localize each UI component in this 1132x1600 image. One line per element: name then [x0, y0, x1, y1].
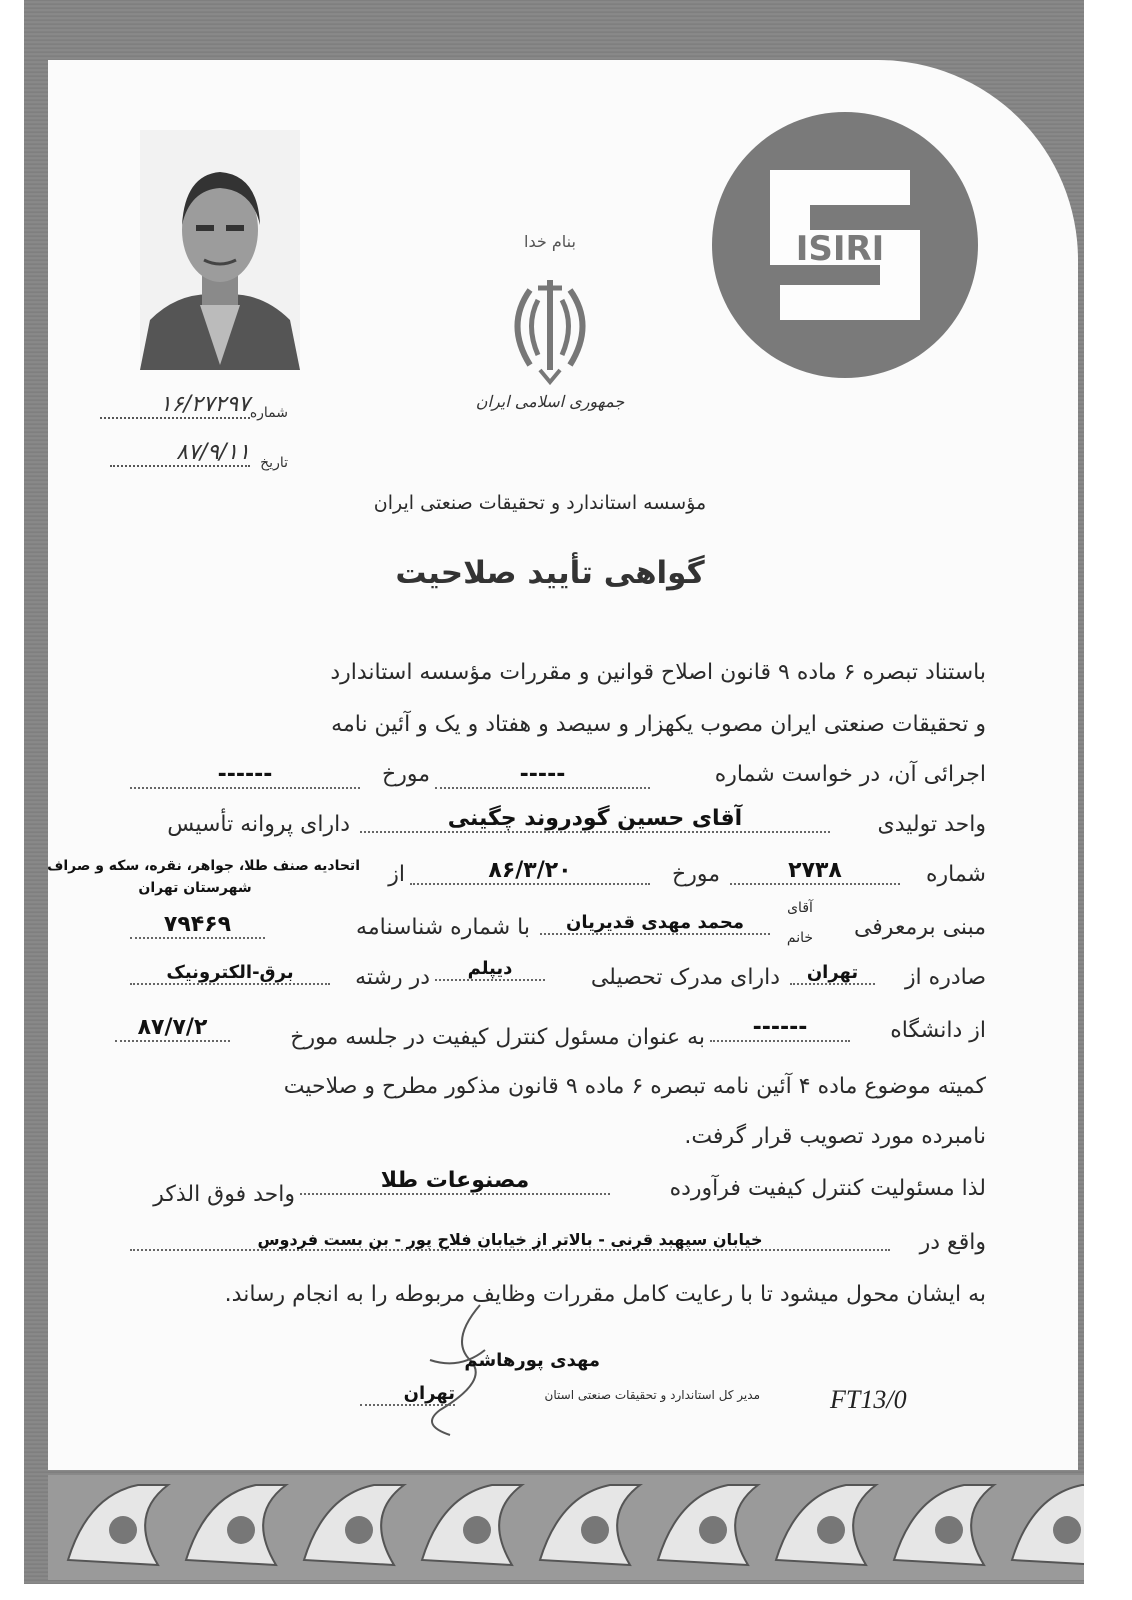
license-number: ۲۷۳۸	[730, 858, 900, 885]
body-line-8b: به عنوان مسئول کنترل کیفیت در جلسه مورخ	[290, 1025, 705, 1050]
body-line-3a: اجرائی آن، در خواست شماره	[714, 762, 986, 787]
bismillah: بنام خدا	[524, 232, 576, 251]
border-motif-dot	[935, 1516, 963, 1544]
signatory-role: مدیر کل استاندارد و تحقیقات صنعتی استان	[544, 1388, 760, 1402]
date-label: تاریخ	[260, 455, 288, 471]
license-issuer-city: شهرستان تهران	[138, 880, 252, 896]
certificate-title: گواهی تأیید صلاحیت	[395, 555, 705, 591]
form-code: FT13/0	[830, 1385, 907, 1414]
body-line-11b: واحد فوق الذکر	[153, 1182, 295, 1207]
border-motif-dot	[109, 1516, 137, 1544]
body-line-7b: دارای مدرک تحصیلی	[590, 965, 780, 990]
qc-person-name: محمد مهدی قدیریان	[540, 912, 770, 935]
body-line-1: باستناد تبصره ۶ ماده ۹ قانون اصلاح قوانین و مقررات مؤسسه استاندارد	[330, 660, 986, 685]
product-name: مصنوعات طلا	[300, 1168, 610, 1195]
body-line-7a: صادره از	[904, 965, 986, 990]
body-line-4b: دارای پروانه تأسیس	[167, 812, 350, 837]
applicant-photo	[140, 130, 300, 370]
letter-date: ۸۷/۹/۱۱	[110, 440, 250, 467]
title-ms: خانم	[786, 930, 814, 946]
body-line-10: نامبرده مورد تصویب قرار گرفت.	[684, 1124, 986, 1149]
field-of-study: برق-الکترونیک	[130, 962, 330, 985]
country-name: جمهوری اسلامی ایران	[475, 392, 625, 411]
body-line-11a: لذا مسئولیت کنترل کیفیت فرآورده	[669, 1176, 986, 1201]
body-line-13: به ایشان محول میشود تا با رعایت کامل مقررات وظایف مربوطه را به انجام رساند.	[224, 1282, 986, 1307]
signatory-province: تهران	[360, 1383, 455, 1406]
university: ------	[710, 1015, 850, 1042]
body-line-5b: مورخ	[672, 862, 720, 887]
body-line-8a: از دانشگاه	[890, 1018, 986, 1043]
unit-owner-name: آقای حسین گودروند چگینی	[360, 806, 830, 833]
body-line-2: و تحقیقات صنعتی ایران مصوب یکهزار و سیصد و هفتاد و یک و آئین نامه	[331, 712, 986, 737]
border-motif-dot	[817, 1516, 845, 1544]
degree: دیپلم	[435, 958, 545, 981]
iran-emblem-icon	[490, 270, 610, 390]
number-label: شماره	[249, 405, 288, 421]
body-line-6b: با شماره شناسنامه	[356, 915, 530, 940]
license-date: ۸۶/۳/۲۰	[410, 858, 650, 885]
issued-city: تهران	[790, 962, 875, 985]
id-number: ۷۹۴۶۹	[130, 912, 265, 939]
request-number: -----	[435, 762, 650, 789]
institute-name: مؤسسه استاندارد و تحقیقات صنعتی ایران	[373, 492, 707, 514]
body-line-12a: واقع در	[919, 1230, 986, 1255]
body-line-7c: در رشته	[355, 965, 430, 990]
body-line-5a: شماره	[925, 862, 986, 887]
letter-number: ۱۶/۲۷۲۹۷	[100, 392, 250, 419]
title-mr: آقای	[787, 900, 813, 916]
logo-text: ISIRI	[795, 229, 885, 269]
body-line-9: کمیته موضوع ماده ۴ آئین نامه تبصره ۶ ماده ۹ قانون مذکور مطرح و صلاحیت	[283, 1074, 986, 1099]
border-motif-dot	[581, 1516, 609, 1544]
license-issuer: اتحادیه صنف طلا، جواهر، نقره، سکه و صراف	[47, 858, 360, 874]
border-motif-dot	[345, 1516, 373, 1544]
unit-address: خیابان سپهبد قرنی - بالاتر از خیابان فلاح پور - بن بست فردوس	[130, 1230, 890, 1251]
border-motif-dot	[463, 1516, 491, 1544]
session-date: ۸۷/۷/۲	[115, 1015, 230, 1042]
signatory-name: مهدی پورهاشم	[464, 1350, 600, 1371]
border-motif-dot	[1053, 1516, 1081, 1544]
body-line-3b: مورخ	[382, 762, 430, 787]
border-motif-dot	[227, 1516, 255, 1544]
border-motif-dot	[699, 1516, 727, 1544]
body-line-5c: از	[388, 862, 405, 887]
body-line-6a: مبنی برمعرفی	[853, 915, 986, 940]
standards-logo-icon	[710, 110, 980, 380]
request-date: ------	[130, 762, 360, 789]
decorative-border	[48, 1475, 1084, 1580]
body-line-4a: واحد تولیدی	[877, 812, 986, 837]
